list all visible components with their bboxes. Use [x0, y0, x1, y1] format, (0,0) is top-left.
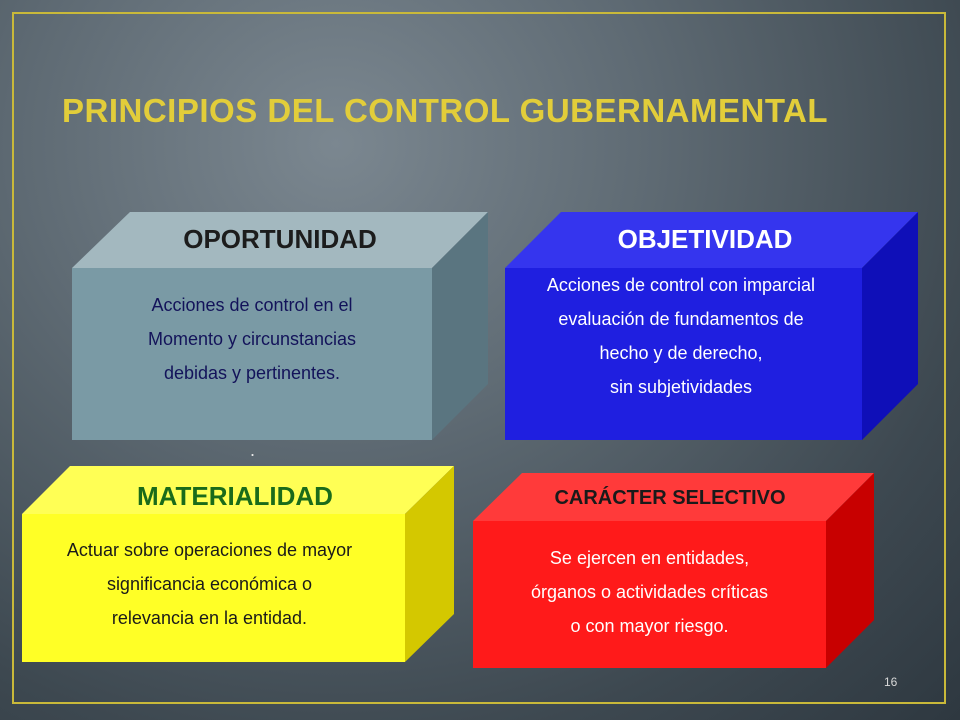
box-oportunidad-line: Acciones de control en el — [151, 295, 353, 315]
box-materialidad-line: significancia económica o — [106, 574, 313, 594]
box-materialidad-line: Actuar sobre operaciones de mayor — [66, 540, 353, 560]
box-caracter-selectivo-line: o con mayor riesgo. — [570, 616, 729, 636]
box-caracter-selectivo-line: Se ejercen en entidades, — [549, 548, 750, 568]
box-materialidad-heading: MATERIALIDAD — [137, 481, 333, 511]
box-oportunidad-heading: OPORTUNIDAD — [183, 224, 377, 254]
box-objetividad-line: sin subjetividades — [609, 377, 753, 397]
box-caracter-selectivo-text — [473, 541, 826, 643]
box-materialidad-text — [18, 533, 401, 635]
box-oportunidad-text — [72, 288, 432, 390]
box-caracter-selectivo-heading: CARÁCTER SELECTIVO — [554, 487, 786, 509]
box-objetividad-heading: OBJETIVIDAD — [617, 224, 793, 254]
box-caracter-selectivo-line: órganos o actividades críticas — [530, 582, 769, 602]
slide-title: PRINCIPIOS DEL CONTROL GUBERNAMENTAL — [62, 92, 829, 129]
box-oportunidad-line: debidas y pertinentes. — [163, 363, 341, 383]
page-number: 16 — [884, 675, 898, 689]
box-objetividad-line: hecho y de derecho, — [599, 343, 763, 363]
box-objetividad-text — [500, 268, 862, 404]
box-materialidad-line: relevancia en la entidad. — [111, 608, 308, 628]
box-oportunidad-line: Momento y circunstancias — [147, 329, 357, 349]
stray-dot: . — [250, 440, 256, 460]
box-objetividad-line: evaluación de fundamentos de — [558, 309, 804, 329]
box-objetividad-line: Acciones de control con imparcial — [546, 275, 816, 295]
